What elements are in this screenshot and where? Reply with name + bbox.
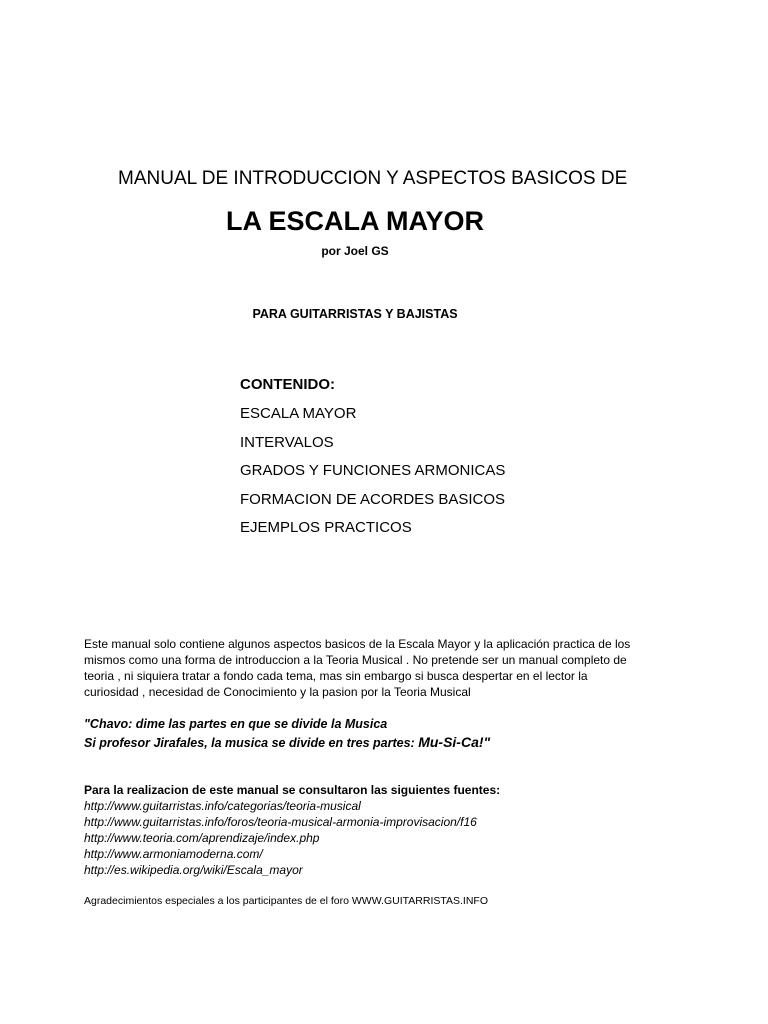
- intro-line: curiosidad , necesidad de Conocimiento y la pasion por la Teoria Musical: [84, 685, 471, 699]
- acknowledgements: Agradecimientos especiales a los participantes de el foro WWW.GUITARRISTAS.INFO: [84, 895, 488, 907]
- contents-item: ESCALA MAYOR: [240, 405, 357, 422]
- source-link[interactable]: http://www.armoniamoderna.com/: [84, 847, 263, 861]
- quote-line-2-text: Si profesor Jirafales, la musica se divide en tres partes:: [84, 736, 419, 750]
- quote-line-1: "Chavo: dime las partes en que se divide la Musica: [84, 717, 388, 731]
- contents-heading: CONTENIDO:: [240, 376, 335, 393]
- source-link[interactable]: http://es.wikipedia.org/wiki/Escala_mayor: [84, 863, 303, 877]
- contents-item: INTERVALOS: [240, 433, 334, 451]
- contents-item: GRADOS Y FUNCIONES ARMONICAS: [240, 462, 506, 479]
- quote-block: [84, 715, 490, 752]
- intro-paragraph: [84, 636, 684, 700]
- audience-line: PARA GUITARRISTAS Y BAJISTAS: [252, 307, 458, 321]
- intro-line: teoria , ni siquiera tratar a fondo cada tema, mas sin embargo si busca despertar en el lector la: [84, 669, 588, 683]
- contents-list: [240, 404, 505, 547]
- source-link[interactable]: http://www.teoria.com/aprendizaje/index.php: [84, 831, 320, 845]
- intro-line: mismos como una forma de introduccion a la Teoria Musical . No pretende ser un manual completo de: [84, 653, 627, 667]
- page-title: LA ESCALA MAYOR: [225, 206, 485, 236]
- source-link[interactable]: http://www.guitarristas.info/foros/teoria-musical-armonia-improvisacion/f16: [84, 815, 477, 829]
- sources-heading: Para la realizacion de este manual se consultaron las siguientes fuentes:: [84, 783, 501, 797]
- contents-item: EJEMPLOS PRACTICOS: [240, 519, 412, 536]
- sources-block: [84, 782, 500, 878]
- quote-line-2: [84, 733, 490, 752]
- intro-line: Este manual solo contiene algunos aspectos basicos de la Escala Mayor y la aplicación practica de los: [84, 637, 631, 651]
- pre-title: MANUAL DE INTRODUCCION Y ASPECTOS BASICOS DE: [118, 168, 628, 189]
- contents-item: FORMACION DE ACORDES BASICOS: [240, 490, 506, 508]
- author-line: por Joel GS: [321, 244, 389, 258]
- quote-emphasis: Mu-Si-Ca!": [418, 734, 491, 750]
- source-link[interactable]: http://www.guitarristas.info/categorias/teoria-musical: [84, 799, 361, 813]
